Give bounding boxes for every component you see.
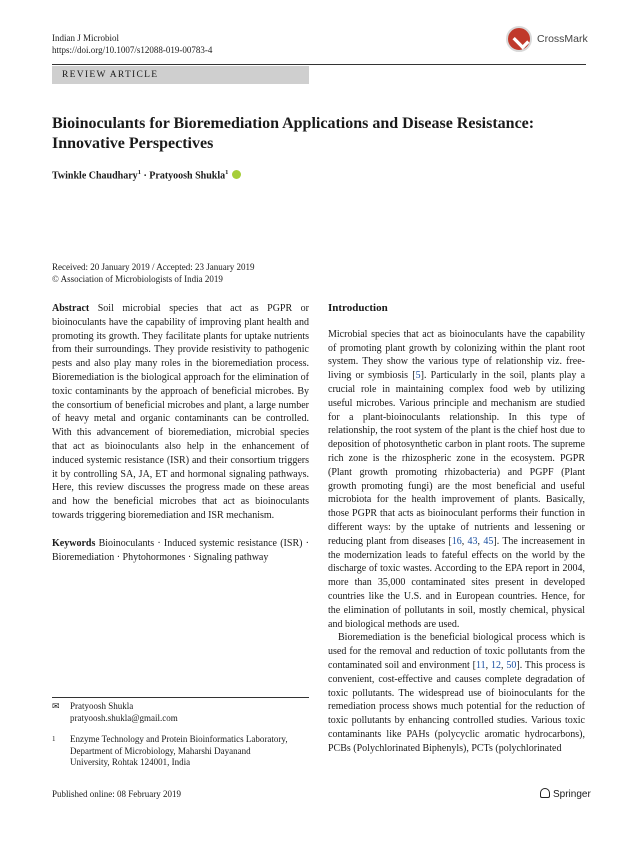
publisher-name: Springer [553, 789, 591, 800]
citation-link[interactable]: 11 [476, 659, 486, 671]
citation-link[interactable]: 12 [491, 659, 502, 671]
published-date: Published online: 08 February 2019 [52, 789, 181, 799]
citation-link[interactable]: 45 [483, 535, 494, 547]
affiliation-line-3: University, Rohtak 124001, India [70, 757, 191, 767]
keywords-label: Keywords [52, 537, 96, 549]
contact-row [52, 701, 309, 724]
footnote-rule [52, 697, 309, 698]
introduction-heading: Introduction [328, 302, 388, 314]
article-type-ribbon: REVIEW ARTICLE [52, 66, 309, 84]
abstract-text: Soil microbial species that act as PGPR or bioinoculants have the capability of improving plant health and promoting its growth. They facilitate plants for uptake nutrients from their surroundings. They provide resistivity to pathogenic pests and also play many roles in the bioremediation process. Bioremediation is the biological approach for the elimination of toxic contaminants by the approach of beneficial microbes. By the consortium of beneficial microbes and plant, a large number of heavy metal and organic contaminants can be controlled. With this advancement of bioremediation, microbial species that act as bioinoculants also help in the enhancement of induced systemic resistance (ISR) and their consortium triggers it by controlling SA, JA, ET and hormonal signaling pathways. Here, this review discusses the progress made on these areas and how the beneficial microbes that act as bioinoculants towards triggering bioremediation and ISR mechanism. [52, 303, 310, 521]
article-title: Bioinoculants for Bioremediation Applications and Disease Resistance: Innovative Perspectives [52, 115, 535, 152]
citation-sep: , [501, 659, 507, 671]
right-column [328, 302, 585, 756]
citation-link[interactable]: 5 [415, 370, 421, 382]
affiliation-line-1: Enzyme Technology and Protein Bioinformatics Laboratory, [70, 734, 288, 744]
doi-link[interactable]: https://doi.org/10.1007/s12088-019-00783-4 [52, 44, 213, 55]
author-2-affil: 1 [225, 169, 229, 176]
author-line [52, 169, 241, 181]
journal-name: Indian J Microbiol [52, 33, 119, 43]
crossmark-label: CrossMark [537, 33, 588, 45]
affiliation-number: 1 [52, 735, 56, 743]
crossmark-badge[interactable] [506, 26, 586, 54]
orcid-icon[interactable] [232, 170, 241, 179]
citation-sep: , [485, 659, 492, 671]
citation-link[interactable]: 16 [451, 535, 462, 547]
author-2[interactable]: Pratyoosh Shukla [149, 170, 226, 182]
citation-link[interactable]: 50 [506, 659, 517, 671]
affiliation-row [52, 734, 309, 769]
intro-p1-text-c: ]. The increasement in the modernization leads to fateful effects on the world by the discharge of toxic wastes. According to the EPA report in 2004, more than 35,000 contaminated sites present in developed countries like the U.S. and in European countries. Hence, for the elimination of pollutants in soil, mostly chemical, physical and biological methods are used. [328, 535, 585, 630]
left-column [52, 302, 309, 564]
intro-p1-text-b: ]. Particularly in the soil, plants play a crucial role in maintaining complex food web by utilizing useful microbes. Various principle and mechanism are studied for a plant-bioinoculants relationship. In this type of relationship, the root system of the plant is the chief host due to deposition of photosynthetic carbon in plant roots. The supreme rich zone is the rhizospheric zone in the ecosystem. PGPR (Plant growth promoting rhizobacteria) and PGPF (Plant growth promoting fungi) are the most beneficial and useful microbiota for the health improvement of plants. Basically, those PGPR that acts as bioinoculant performs their function in different ways: by the uptake of nutrients and lessening or reducing plant from diseases [ [328, 370, 586, 547]
keywords [52, 537, 309, 565]
header-rule [52, 64, 586, 65]
copyright: © Association of Microbiologists of India 2019 [52, 273, 223, 284]
intro-paragraph-1 [328, 328, 585, 632]
abstract-label: Abstract [52, 303, 90, 314]
author-1[interactable]: Twinkle Chaudhary [52, 170, 138, 182]
received-accepted: Received: 20 January 2019 / Accepted: 23 January 2019 [52, 262, 255, 272]
intro-p2-text-b: ]. This process is convenient, cost-effective and causes complete degradation of toxic pollutants. The widespread use of bioinoculants for the remediation process shows much potential for the reduction of toxic pollutants by enhancing controlled studies. Various toxic contaminants like PAHs (polycyclic aromatic hydrocarbons), PCBs (Polychlorinated Biphenyls), PCTs (polychlorinated [328, 659, 586, 754]
contact-email[interactable]: pratyoosh.shukla@gmail.com [70, 712, 178, 723]
intro-p1-text-a: Microbial species that act as bioinoculants have the capability of promoting plant growth by colonizing within the plant root system. They show the various type of relationship viz. free-living or symbiosis [ [328, 328, 585, 382]
intro-p2-text-a: Bioremediation is the beneficial biological process which is used for the removal and reduction of toxic pollutants from the contaminated soil and environment [ [328, 632, 585, 671]
contact-name: Pratyoosh Shukla [70, 701, 134, 711]
author-separator: · [140, 170, 150, 182]
affiliation-line-2: Department of Microbiology, Maharshi Dayanand [70, 745, 251, 756]
envelope-icon: ✉ [52, 701, 60, 711]
crossmark-icon [506, 26, 532, 52]
author-1-affil: 1 [137, 169, 141, 176]
abstract [52, 302, 309, 523]
springer-horse-icon [540, 788, 550, 798]
citation-sep: , [461, 535, 468, 547]
dates-block [52, 262, 254, 285]
citation-sep: , [477, 535, 484, 547]
citation-link[interactable]: 43 [467, 535, 478, 547]
keywords-text: Bioinoculants · Induced systemic resistance (ISR) · Bioremediation · Phytohormones · Signaling pathway [52, 537, 310, 563]
intro-paragraph-2 [328, 631, 585, 755]
journal-header [52, 33, 212, 56]
publisher-logo [540, 788, 591, 800]
footnote [52, 701, 309, 769]
